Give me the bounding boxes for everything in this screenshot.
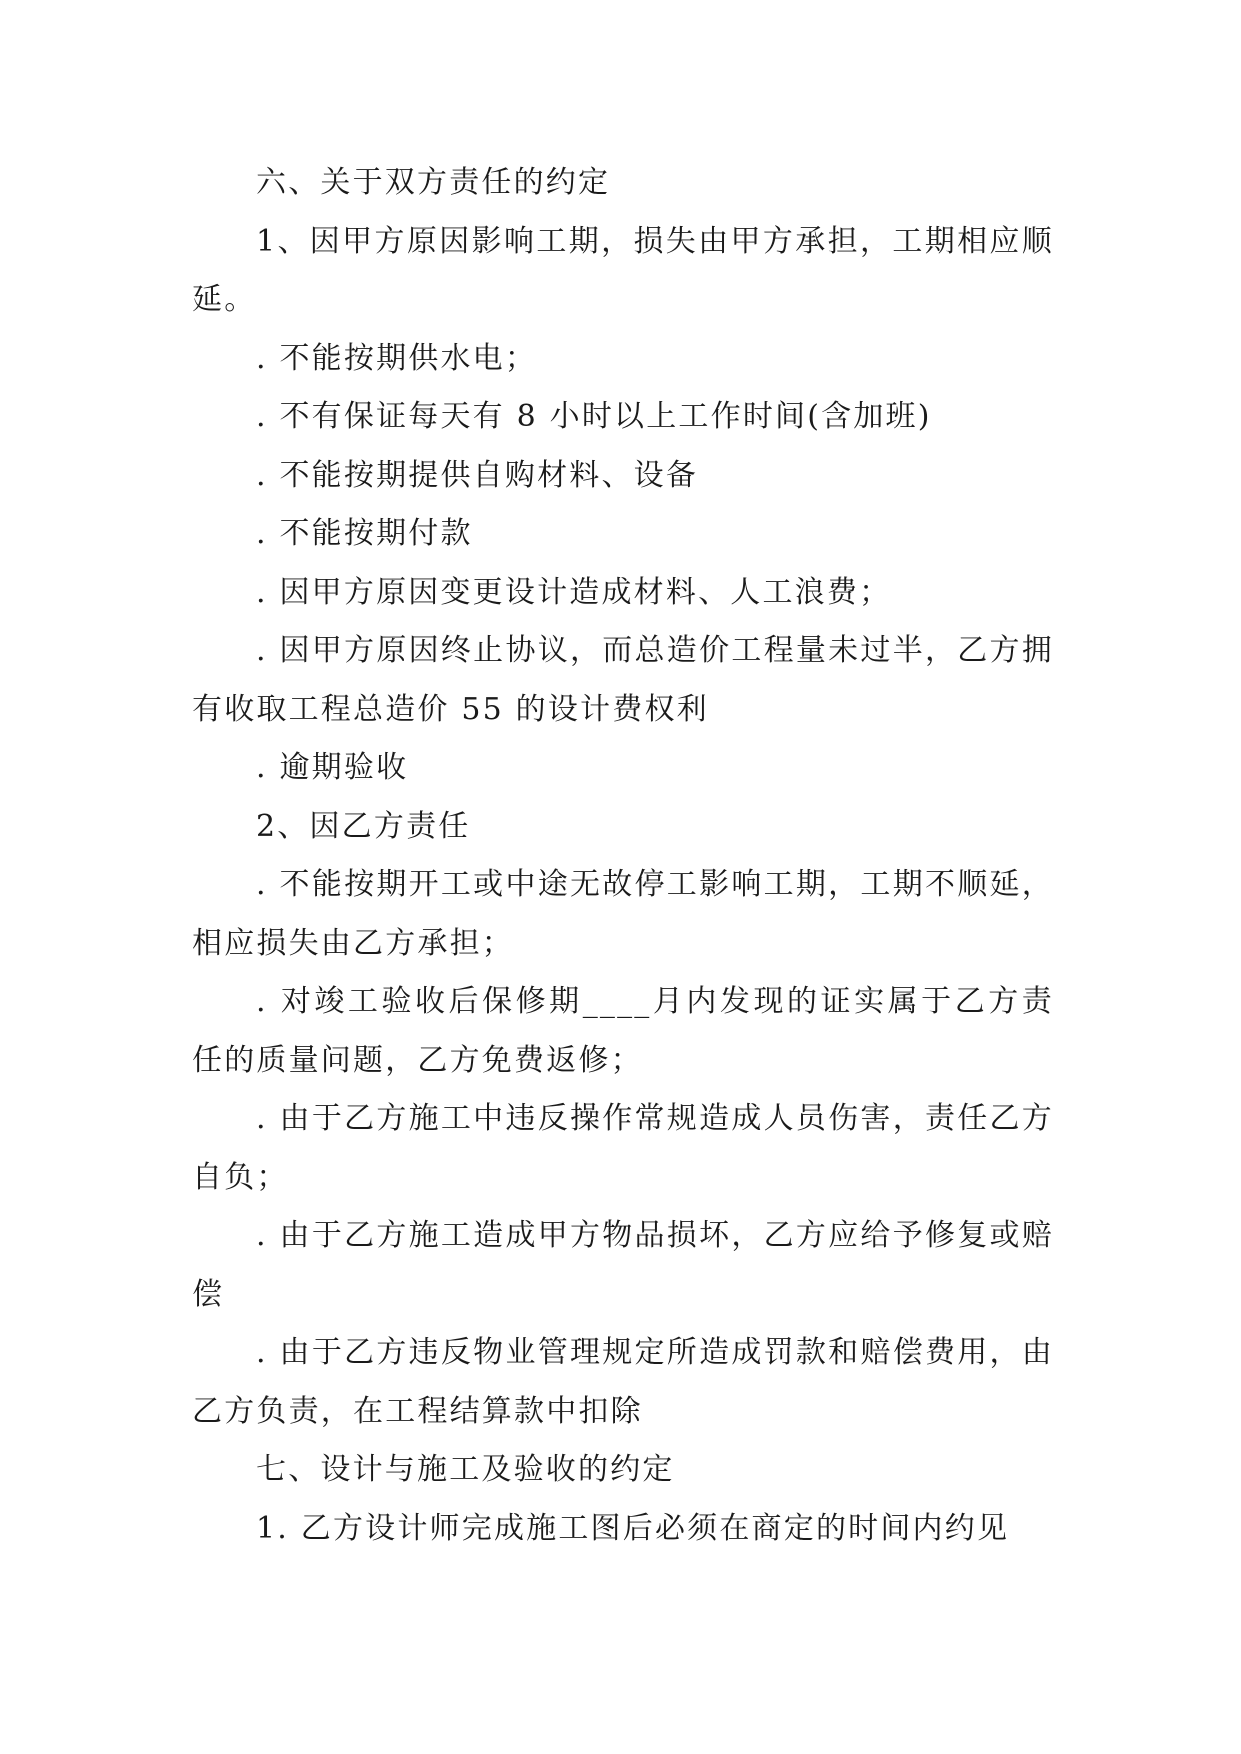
clause-1: 1、因甲方原因影响工期，损失由甲方承担，工期相应顺延。 bbox=[192, 223, 1054, 317]
document-body bbox=[192, 154, 1054, 1558]
section-heading-seven: 七、设计与施工及验收的约定 bbox=[256, 1452, 675, 1487]
clause-item: . 因甲方原因终止协议，而总造价工程量未过半，乙方拥有收取工程总造价 55 的设计费权利 bbox=[192, 633, 1054, 727]
clause-item: . 不能按期开工或中途无故停工影响工期，工期不顺延，相应损失由乙方承担； bbox=[192, 867, 1054, 961]
clause-item: . 因甲方原因变更设计造成材料、人工浪费； bbox=[256, 574, 892, 610]
clause-item: . 由于乙方施工造成甲方物品损坏，乙方应给予修复或赔偿 bbox=[192, 1218, 1054, 1312]
clause-item: . 不能按期供水电； bbox=[256, 340, 538, 376]
clause-item: . 不能按期提供自购材料、设备 bbox=[256, 457, 699, 493]
clause-item: . 不有保证每天有 8 小时以上工作时间(含加班) bbox=[256, 399, 932, 434]
section-heading-six: 六、关于双方责任的约定 bbox=[256, 165, 611, 200]
clause-item: . 由于乙方施工中违反操作常规造成人员伤害，责任乙方自负； bbox=[192, 1101, 1054, 1195]
clause-item: . 不能按期付款 bbox=[256, 516, 473, 551]
clause-item: . 对竣工验收后保修期____月内发现的证实属于乙方责任的质量问题，乙方免费返修； bbox=[192, 984, 1054, 1078]
clause-item: . 由于乙方违反物业管理规定所造成罚款和赔偿费用，由乙方负责，在工程结算款中扣除 bbox=[192, 1335, 1054, 1429]
clause-7-1: 1. 乙方设计师完成施工图后必须在商定的时间内约见 bbox=[256, 1510, 1010, 1546]
clause-2: 2、因乙方责任 bbox=[256, 808, 471, 844]
clause-item: . 逾期验收 bbox=[256, 750, 409, 785]
